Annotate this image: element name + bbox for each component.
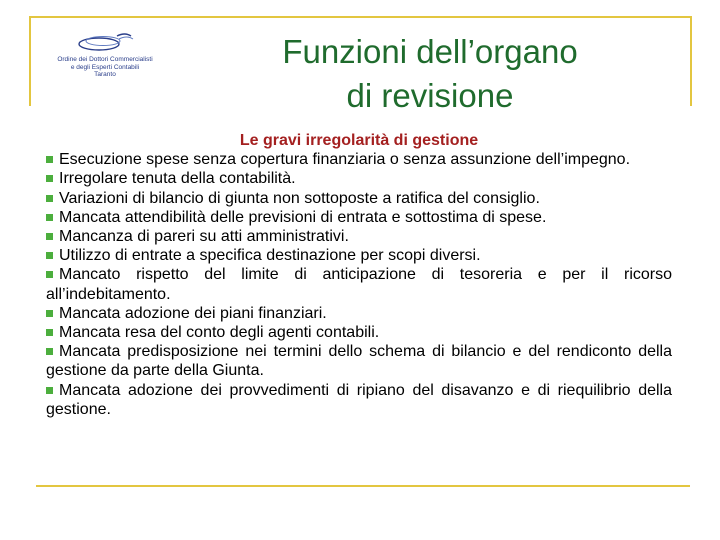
- slide-title: [230, 30, 630, 118]
- list-item-text: Mancata adozione dei provvedimenti di ripiano del disavanzo e di riequilibrio della gestione.: [46, 381, 672, 418]
- list-item-text: Mancata attendibilità delle previsioni di entrata e sottostima di spese.: [59, 208, 547, 226]
- square-bullet-icon: [46, 175, 53, 182]
- list-item: [46, 227, 672, 246]
- list-item: [46, 150, 672, 169]
- list-item: [46, 381, 672, 419]
- organization-logo: [40, 30, 170, 82]
- title-line-2: di revisione: [346, 77, 514, 114]
- frame-top-line: [29, 16, 692, 18]
- logo-line: Taranto: [94, 71, 116, 78]
- list-item-text: Irregolare tenuta della contabilità.: [59, 170, 296, 188]
- logo-line: e degli Esperti Contabili: [70, 63, 140, 71]
- list-item-text: Esecuzione spese senza copertura finanziaria o senza assunzione dell’impegno.: [59, 151, 631, 169]
- list-item: [46, 342, 672, 380]
- square-bullet-icon: [46, 252, 53, 259]
- list-item: [46, 208, 672, 227]
- slide-content: [46, 131, 672, 419]
- square-bullet-icon: [46, 156, 53, 163]
- square-bullet-icon: [46, 310, 53, 317]
- list-item: [46, 304, 672, 323]
- list-item-text: Mancato rispetto del limite di anticipazione di tesoreria e per il ricorso all’indebitamento.: [46, 266, 672, 303]
- square-bullet-icon: [46, 271, 53, 278]
- square-bullet-icon: [46, 348, 53, 355]
- frame-right-line: [690, 16, 692, 106]
- list-item-text: Mancata adozione dei piani finanziari.: [59, 304, 327, 322]
- list-item: [46, 169, 672, 188]
- logo-text: [40, 56, 170, 79]
- frame-bottom-line: [36, 485, 690, 487]
- list-item: [46, 246, 672, 265]
- section-subtitle: Le gravi irregolarità di gestione: [239, 132, 479, 149]
- list-item: [46, 265, 672, 303]
- list-item-text: Mancanza di pareri su atti amministrativi.: [59, 228, 349, 246]
- square-bullet-icon: [46, 329, 53, 336]
- frame-left-line: [29, 16, 31, 106]
- list-item: [46, 323, 672, 342]
- square-bullet-icon: [46, 233, 53, 240]
- square-bullet-icon: [46, 387, 53, 394]
- list-item-text: Utilizzo di entrate a specifica destinazione per scopi diversi.: [59, 247, 481, 265]
- list-item-text: Mancata predisposizione nei termini dello schema di bilancio e del rendiconto della gestione da parte della Giunta.: [46, 343, 672, 380]
- list-item-text: Variazioni di bilancio di giunta non sottoposte a ratifica del consiglio.: [59, 189, 540, 207]
- logo-swirl-icon: [73, 30, 137, 54]
- square-bullet-icon: [46, 195, 53, 202]
- square-bullet-icon: [46, 214, 53, 221]
- title-line-1: Funzioni dell’organo: [282, 33, 578, 70]
- list-item-text: Mancata resa del conto degli agenti contabili.: [59, 324, 380, 342]
- list-item: [46, 189, 672, 208]
- logo-line: Ordine dei Dottori Commercialisti: [57, 56, 153, 63]
